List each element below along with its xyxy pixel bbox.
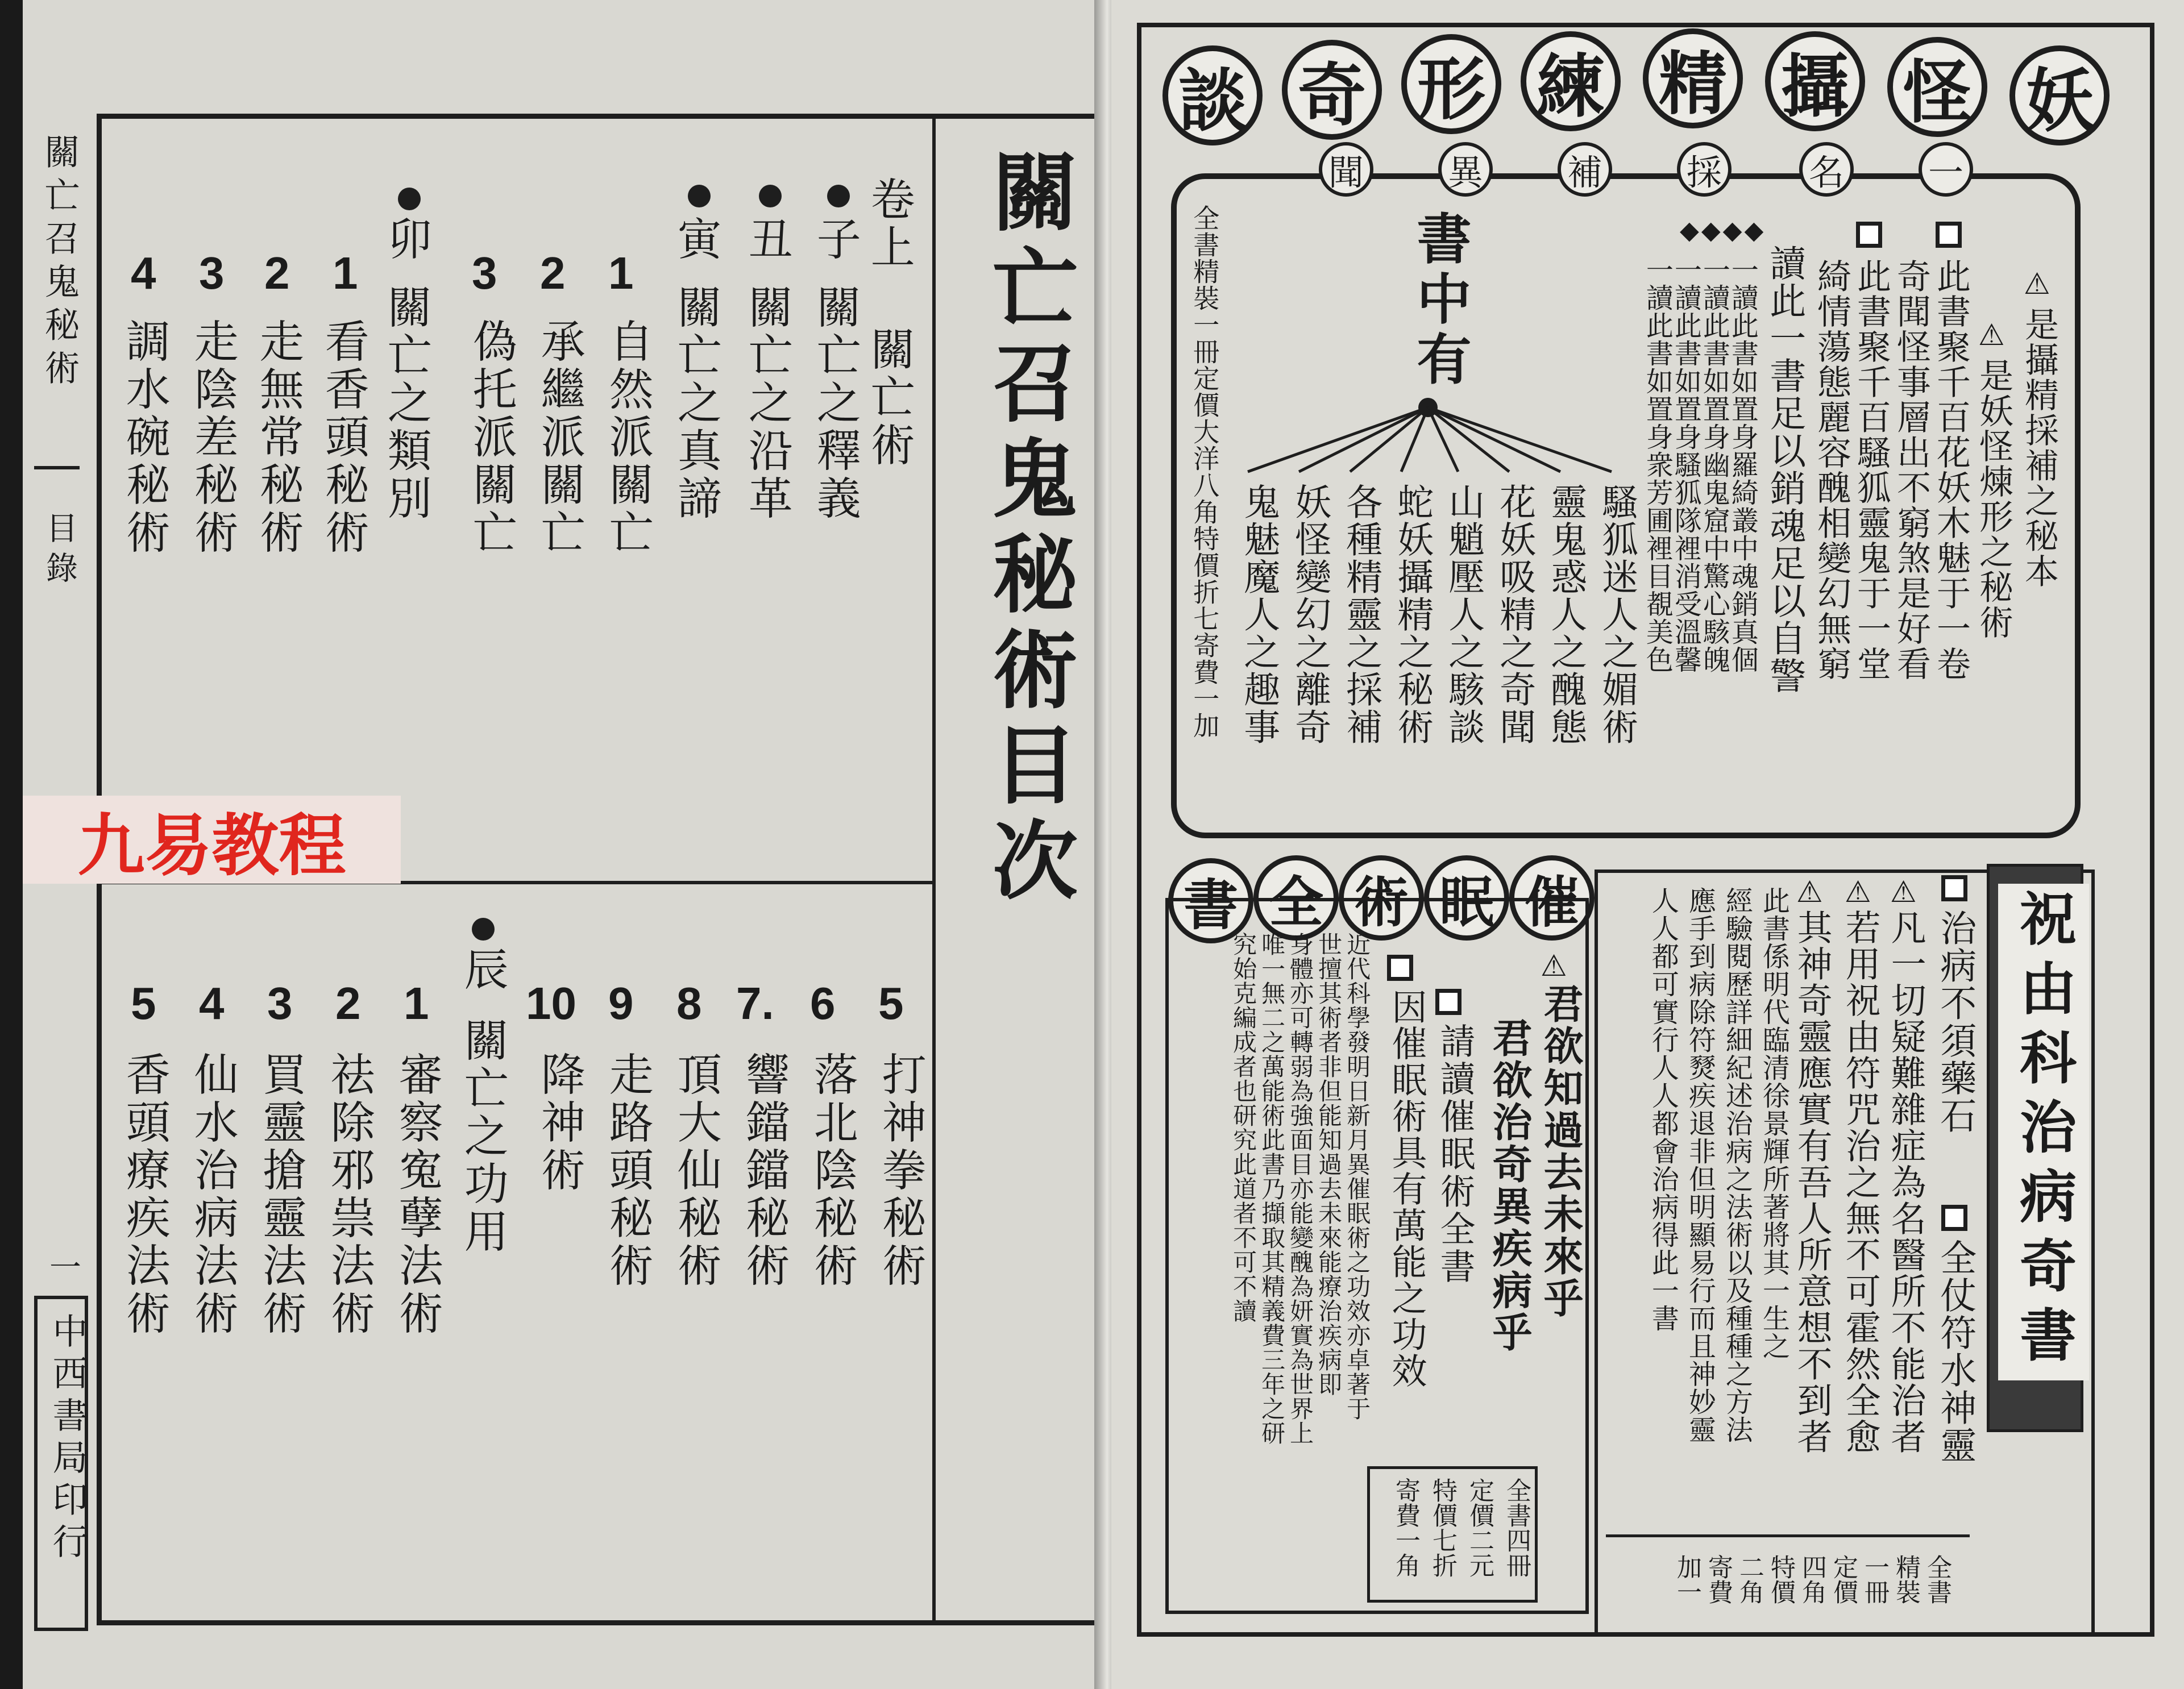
square-bullet-icon [1387, 955, 1413, 981]
toc-item: 仙水治病法術 [186, 1051, 238, 1338]
intro-line: 奇聞怪事層出不窮煞是好看 [1891, 259, 1931, 681]
hypno-line: 因催眠術具有萬能之功效 [1386, 989, 1427, 1389]
title-circle: 妖 [2009, 45, 2110, 145]
title-circle: 精 [1643, 28, 1743, 128]
triangle-icon: ⚠ [1978, 318, 2005, 352]
toc-item-number: 10 [526, 978, 576, 1029]
chapter-yin: 寅 [670, 216, 721, 264]
hypno-title-circle: 全 [1253, 855, 1339, 941]
has-item: 山魈壓人之駭談 [1442, 483, 1485, 746]
chapter-chen: 辰 [456, 946, 508, 994]
toc-main-title: 關亡召鬼秘術目次 [978, 148, 1078, 912]
square-bullet-icon [1936, 222, 1962, 248]
hypno-line: 君欲知過去未來乎 [1537, 983, 1584, 1320]
zhuyou-price: 特價 [1766, 1554, 1795, 1604]
read-line: 一讀此書如置身騷狐隊裡消受溫馨 [1670, 256, 1702, 673]
zhuyou-line: 若用祝由符咒治之無不可霍然全愈 [1840, 909, 1882, 1455]
title-circle: 形 [1401, 34, 1501, 134]
hypno-line: 唯一無二之萬能術此書乃擷取其精義費三年之研 [1258, 932, 1286, 1445]
has-item: 花妖吸精之奇聞 [1493, 483, 1536, 746]
toc-item-number: 4 [131, 248, 156, 298]
zhuyou-line: 全仗符水神靈 [1934, 1239, 1977, 1464]
has-item: 靈鬼惑人之醜態 [1544, 483, 1587, 746]
zhuyou-line: 其神奇靈應實有吾人所意想不到者 [1791, 909, 1833, 1455]
side-page-number: 一 [44, 1250, 81, 1282]
subtitle-circle: 名 [1799, 142, 1854, 197]
toc-item-number: 3 [267, 978, 293, 1029]
toc-item-number: 1 [404, 978, 429, 1029]
triangle-icon: ⚠ [1796, 875, 1823, 909]
title-circle: 談 [1162, 45, 1263, 145]
hypno-price: 特價七折 [1428, 1478, 1457, 1578]
hypno-title-circle: 眠 [1424, 855, 1509, 941]
subtitle-circle: 聞 [1319, 142, 1373, 197]
toc-item: 祛除邪祟法術 [323, 1051, 375, 1338]
zhuyou-price: 寄費 [1704, 1554, 1733, 1604]
subtitle-circle: 採 [1677, 142, 1732, 197]
toc-item-number: 4 [199, 978, 225, 1029]
chapter-zi: 子 [809, 216, 861, 264]
intro-line: 綺情蕩態麗容醜相變幻無窮 [1812, 259, 1851, 681]
hypno-line: 近代科學發明日新月異催眠術之功效亦卓著于 [1343, 932, 1372, 1421]
hypno-line: 世擅其術者非但能知過去未來能療治疾病即 [1315, 932, 1343, 1396]
hypno-price: 寄費一角 [1391, 1478, 1420, 1578]
diamond-ornament: ◆◆◆◆ [1680, 216, 1766, 245]
toc-item-number: 6 [810, 978, 836, 1029]
hypno-price: 定價二元 [1465, 1478, 1494, 1578]
right-page [1111, 0, 2184, 1689]
chapter-chou: 丑 [741, 216, 792, 264]
intro-line: 此書聚千百花妖木魅于一卷 [1931, 259, 1971, 681]
hypno-title-circle: 催 [1509, 855, 1595, 941]
publisher-label: 中西書局印行 [47, 1313, 88, 1565]
toc-item-number: 8 [676, 978, 702, 1029]
toc-item: 頂大仙秘術 [670, 1051, 721, 1290]
square-bullet-icon [1435, 989, 1461, 1015]
toc-item: 看香頭秘術 [317, 318, 369, 557]
toc-item-number: 2 [540, 248, 566, 298]
toc-item: 買靈搶靈法術 [255, 1051, 306, 1338]
toc-item-number: 1 [608, 248, 634, 298]
read-line: 一讀此書如置身幽鬼窟中驚心駭魄 [1698, 256, 1730, 673]
read-line: 讀此一書足以銷魂足以自警 [1763, 244, 1806, 694]
triangle-icon: ⚠ [1890, 875, 1917, 909]
toc-item-number: 9 [608, 978, 634, 1029]
zhuyou-price: 二角 [1735, 1554, 1764, 1604]
intro-line: 此書聚千百騷狐靈鬼于一堂 [1851, 259, 1891, 681]
triangle-icon: ⚠ [2024, 267, 2050, 301]
zhuyou-line: 經驗閱歷詳細紀述治病之法術以及種種之方法 [1721, 887, 1753, 1443]
toc-item: 調水碗秘術 [118, 318, 170, 557]
toc-item: 降神術 [533, 1051, 585, 1195]
has-item: 妖怪變幻之離奇 [1289, 483, 1331, 746]
price-note: 全書精裝一冊定價大洋八角特價折七寄費一加 [1189, 205, 1220, 739]
read-line: 一讀此書如置身衆芳圃裡目覩美色 [1641, 256, 1674, 673]
intro-line: 是攝精採補之秘本 [2019, 307, 2059, 589]
toc-item-number: 2 [335, 978, 361, 1029]
has-item: 蛇妖攝精之秘術 [1391, 483, 1434, 746]
intro-line: 是妖怪煉形之秘術 [1974, 358, 2013, 640]
toc-item-number: 7. [736, 978, 774, 1029]
hypno-line: 請讀催眠術全書 [1434, 1023, 1476, 1286]
toc-item: 走陰差秘術 [186, 318, 238, 557]
toc-item: 審察寃孽法術 [391, 1051, 443, 1338]
chapter-zi-title: 關亡之釋義 [809, 284, 861, 523]
subtitle-circle: 補 [1558, 142, 1612, 197]
title-circle: 攝 [1765, 31, 1865, 131]
title-circle: 怪 [1887, 37, 1987, 137]
hypno-price: 全書四冊 [1502, 1478, 1531, 1578]
square-bullet-icon [1941, 1205, 1967, 1231]
hypno-line: 身體亦可轉弱為強面目亦能變醜為妍實為世界上 [1286, 932, 1315, 1445]
square-bullet-icon [1856, 222, 1882, 248]
zhuyou-line: 人人都可實行人人都會治病得此一書 [1647, 887, 1679, 1332]
toc-item-number: 3 [199, 248, 225, 298]
toc-item-number: 5 [878, 978, 904, 1029]
hypno-title-circle: 書 [1168, 858, 1253, 943]
toc-item: 響鐺鐺秘術 [738, 1051, 790, 1290]
hypno-title-circle: 術 [1339, 855, 1424, 941]
toc-item-number: 1 [333, 248, 358, 298]
zhuyou-price: 精裝 [1891, 1554, 1920, 1604]
chapter-mao: 卯 [380, 216, 431, 264]
zhuyou-price: 一冊 [1860, 1554, 1889, 1604]
zhuyou-line: 治病不須藥石 [1934, 909, 1977, 1134]
toc-item: 香頭療疾法術 [118, 1051, 170, 1338]
toc-item: 走路頭秘術 [601, 1051, 653, 1290]
triangle-icon: ⚠ [1845, 875, 1871, 909]
toc-item: 落北陰秘術 [806, 1051, 858, 1290]
toc-item: 承繼派關亡 [533, 318, 585, 557]
square-bullet-icon [1941, 875, 1967, 901]
zhuyou-title: 祝由科治病奇書 [1998, 884, 2089, 1380]
has-item: 各種精靈之採補 [1340, 483, 1382, 746]
triangle-icon: ⚠ [1541, 949, 1567, 983]
has-item: 鬼魅魔人之趣事 [1238, 483, 1280, 746]
side-title: 關亡召鬼秘術 [39, 134, 80, 393]
toc-item-number: 5 [131, 978, 156, 1029]
zhuyou-price: 四角 [1797, 1554, 1826, 1604]
toc-item: 打神拳秘術 [874, 1051, 926, 1290]
chapter-chen-title: 關亡之功用 [456, 1017, 508, 1256]
chapter-yin-title: 關亡之真諦 [670, 284, 721, 523]
zhuyou-line: 此書係明代臨清徐景輝所著將其一生之 [1758, 887, 1790, 1360]
read-line: 一讀此書如置身羅綺叢中魂銷真個 [1726, 256, 1759, 673]
chapter-mao-title: 關亡之類別 [380, 284, 431, 523]
zhuyou-line: 凡一切疑難雜症為名醫所不能治者 [1885, 909, 1927, 1455]
subtitle-circle: 異 [1438, 142, 1493, 197]
subtitle-circle: 一 [1919, 142, 1973, 197]
zhuyou-price: 定價 [1829, 1554, 1858, 1604]
hypno-line: 君欲治奇異疾病乎 [1486, 1017, 1533, 1354]
book-has-heading: 書中有 [1408, 210, 1472, 391]
toc-item-number: 3 [472, 248, 497, 298]
toc-item: 走無常秘術 [252, 318, 304, 557]
toc-volume: 卷上 關亡術 [863, 176, 915, 469]
fan-lines [1225, 398, 1657, 477]
chapter-chou-title: 關亡之沿革 [741, 284, 792, 523]
title-circle: 奇 [1282, 40, 1382, 140]
side-section: 目錄 [41, 511, 78, 591]
toc-item: 偽托派關亡 [465, 318, 517, 557]
toc-item-number: 2 [264, 248, 290, 298]
title-circle: 練 [1521, 31, 1621, 131]
watermark-banner: 九易教程 [23, 796, 401, 884]
has-item: 騷狐迷人之媚術 [1596, 483, 1638, 746]
zhuyou-price: 加一 [1672, 1554, 1701, 1604]
zhuyou-price: 全書 [1923, 1554, 1952, 1604]
toc-item: 自然派關亡 [601, 318, 653, 557]
hypno-line: 究始克編成者也研究此道者不可不讀 [1230, 932, 1258, 1323]
zhuyou-line: 應手到病除符燹疾退非但明顯易行而且神妙靈 [1684, 887, 1716, 1443]
